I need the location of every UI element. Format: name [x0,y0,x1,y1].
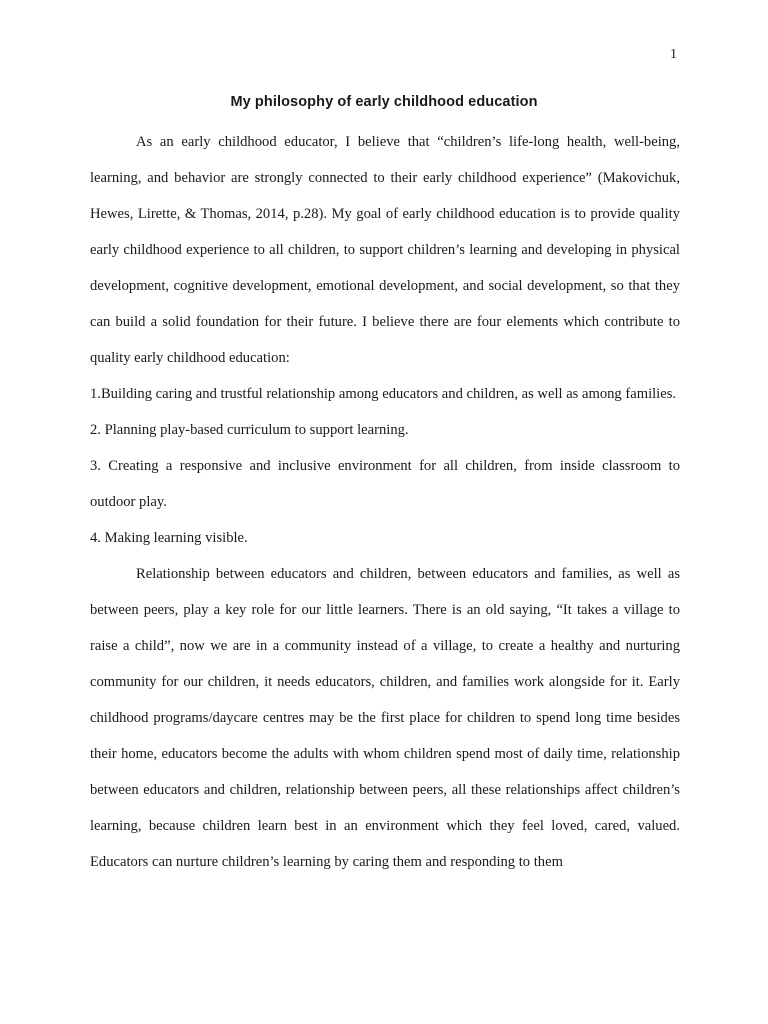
relationship-paragraph: Relationship between educators and children, between educators and families, as well as between peers, play a key role for our little learners. There is an old saying, “It takes a village to raise a child”, now we are in a community instead of a village, to create a healthy and nurturing community for our children, it needs educators, children, and families work alongside for it. Early childhood programs/daycare centres may be the first place for children to spend long time besides their home, educators become the adults with whom children spend most of daily time, relationship between educators and children, relationship between peers, all these relationships affect children’s learning, because children learn best in an environment which they feel loved, cared, valued. Educators can nurture children’s learning by caring them and responding to them [90,566,680,870]
document-body [90,124,680,880]
document-title: My philosophy of early childhood education [230,94,538,110]
list-item-3: 3. Creating a responsive and inclusive environment for all children, from inside classroom to outdoor play. [90,458,680,510]
list-item-4: 4. Making learning visible. [90,530,248,546]
intro-paragraph: As an early childhood educator, I believe that “children’s life-long health, well-being, learning, and behavior are strongly connected to their early childhood experience” (Makovichuk, Hewes, Lirette, & Thomas, 2014, p.28). My goal of early childhood education is to provide quality early childhood experience to all children, to support children’s learning and developing in physical development, cognitive development, emotional development, and social development, so that they can build a solid foundation for their future. I believe there are four elements which contribute to quality early childhood education: [90,134,680,366]
page-number: 1 [670,47,677,62]
list-item-1: 1.Building caring and trustful relationship among educators and children, as well as among families. [90,386,677,402]
list-item-2: 2. Planning play-based curriculum to support learning. [90,422,409,438]
